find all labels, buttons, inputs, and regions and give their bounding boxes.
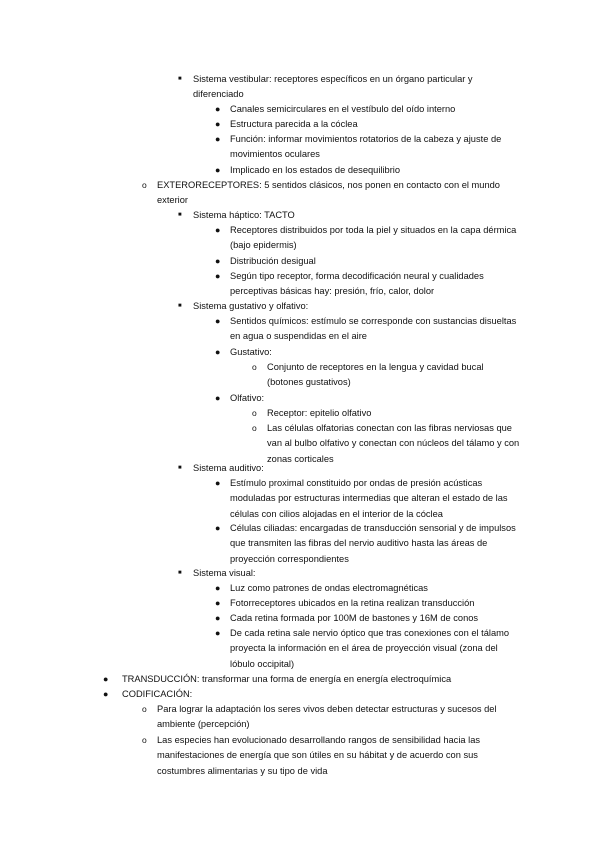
- list-item: [252, 406, 521, 421]
- list-item: [215, 391, 521, 406]
- list-item-text: Las especies han evolucionado desarrollando rangos de sensibilidad hacia las manifestaciones de energía que son útiles en su hábitat y de acuerdo con sus costumbres alimentarias y su tipo de vida: [157, 735, 481, 776]
- list-bullet-icon: o: [142, 704, 147, 714]
- list-item-text: Conjunto de receptores en la lengua y cavidad bucal (botones gustativos): [267, 362, 484, 388]
- list-item-text: Cada retina formada por 100M de bastones y 16M de conos: [230, 613, 479, 623]
- list-item-text: Estructura parecida a la cóclea: [230, 119, 358, 129]
- list-item-text: Sistema vestibular: receptores específicos en un órgano particular y diferenciado: [193, 74, 473, 100]
- list-bullet-icon: ●: [215, 256, 221, 266]
- list-bullet-icon: ●: [215, 613, 221, 623]
- list-item-text: Luz como patrones de ondas electromagnéticas: [230, 583, 428, 593]
- list-bullet-icon: ●: [215, 225, 221, 235]
- list-item-text: EXTERORECEPTORES: 5 sentidos clásicos, nos ponen en contacto con el mundo exterior: [157, 180, 500, 206]
- list-item-text: Receptores distribuidos por toda la piel y situados en la capa dérmica (bajo epidermis): [230, 225, 517, 251]
- list-bullet-icon: ●: [215, 316, 221, 326]
- list-bullet-icon: ■: [178, 570, 182, 576]
- list-item: [215, 314, 521, 345]
- list-item-text: Sistema auditivo:: [193, 463, 264, 473]
- list-item: [178, 299, 521, 314]
- list-item-text: Células ciliadas: encargadas de transducción sensorial y de impulsos que transmiten las fibras del nervio auditivo hasta las áreas de proyección correspondientes: [230, 523, 516, 564]
- list-item: [252, 421, 521, 467]
- list-item: [215, 269, 521, 300]
- list-item-text: Sistema visual:: [193, 568, 256, 578]
- list-item: [215, 596, 521, 611]
- list-item: [215, 102, 521, 117]
- list-item: [215, 611, 521, 626]
- list-bullet-icon: o: [252, 362, 257, 372]
- list-item-text: Para lograr la adaptación los seres vivos deben detectar estructuras y sucesos del ambiente (percepción): [157, 704, 497, 730]
- list-item-text: Receptor: epitelio olfativo: [267, 408, 372, 418]
- list-bullet-icon: ●: [215, 393, 221, 403]
- list-bullet-icon: o: [252, 408, 257, 418]
- list-item-text: Sistema gustativo y olfativo:: [193, 301, 309, 311]
- list-item: [178, 208, 521, 223]
- list-bullet-icon: ●: [103, 674, 109, 684]
- list-item: [142, 178, 521, 209]
- list-item-text: Función: informar movimientos rotatorios de la cabeza y ajuste de movimientos oculares: [230, 134, 502, 160]
- list-item-text: De cada retina sale nervio óptico que tras conexiones con el tálamo proyecta la información en el área de proyección visual (zona del lóbulo occipital): [230, 628, 510, 669]
- list-item: [178, 461, 521, 476]
- list-bullet-icon: ●: [215, 134, 221, 144]
- list-item: [215, 581, 521, 596]
- list-item: [215, 163, 521, 178]
- list-item: [103, 687, 521, 702]
- list-bullet-icon: ■: [178, 465, 182, 471]
- list-item-text: Canales semicirculares en el vestíbulo del oído interno: [230, 104, 456, 114]
- list-item: [215, 223, 521, 254]
- list-bullet-icon: ■: [178, 212, 182, 218]
- list-bullet-icon: o: [252, 423, 257, 433]
- list-item-text: CODIFICACIÓN:: [122, 689, 193, 699]
- list-item: [215, 254, 521, 269]
- list-item: [252, 360, 521, 391]
- list-item-text: Fotorreceptores ubicados en la retina realizan transducción: [230, 598, 475, 608]
- list-bullet-icon: ■: [178, 303, 182, 309]
- list-item: [215, 132, 521, 163]
- list-item: [178, 566, 521, 581]
- list-bullet-icon: ●: [215, 119, 221, 129]
- list-item-text: Olfativo:: [230, 393, 265, 403]
- list-bullet-icon: ●: [215, 271, 221, 281]
- list-item: [142, 702, 521, 733]
- list-item: [215, 476, 521, 522]
- list-item-text: Según tipo receptor, forma decodificación neural y cualidades perceptivas básicas hay: presión, frío, calor, dolor: [230, 271, 484, 297]
- list-item-text: TRANSDUCCIÓN: transformar una forma de energía en energía electroquímica: [122, 674, 452, 684]
- list-item-text: Las células olfatorias conectan con las fibras nerviosas que van al bulbo olfativo y conectan con núcleos del tálamo y con zonas corticales: [267, 423, 520, 464]
- list-item: [215, 117, 521, 132]
- list-bullet-icon: ●: [215, 628, 221, 638]
- list-item-text: Implicado en los estados de desequilibrio: [230, 165, 401, 175]
- list-bullet-icon: o: [142, 735, 147, 745]
- list-item-text: Gustativo:: [230, 347, 272, 357]
- list-item-text: Distribución desigual: [230, 256, 316, 266]
- list-item: [178, 72, 521, 103]
- list-item: [142, 733, 521, 779]
- list-item: [215, 626, 521, 672]
- list-item: [103, 672, 521, 687]
- list-bullet-icon: ●: [215, 104, 221, 114]
- list-bullet-icon: ●: [215, 347, 221, 357]
- list-item-text: Sentidos químicos: estímulo se corresponde con sustancias disueltas en agua o suspendidas en el aire: [230, 316, 517, 342]
- list-bullet-icon: ●: [103, 689, 109, 699]
- list-item-text: Sistema háptico: TACTO: [193, 210, 295, 220]
- list-bullet-icon: ●: [215, 165, 221, 175]
- list-bullet-icon: ●: [215, 583, 221, 593]
- list-bullet-icon: ●: [215, 598, 221, 608]
- list-item: [215, 345, 521, 360]
- list-bullet-icon: ■: [178, 76, 182, 82]
- list-bullet-icon: ●: [215, 478, 221, 488]
- list-bullet-icon: o: [142, 180, 147, 190]
- list-bullet-icon: ●: [215, 523, 221, 533]
- list-item-text: Estímulo proximal constituido por ondas de presión acústicas moduladas por estructuras intermedias que alteran el estado de las células con cilios alojadas en el interior de la cóclea: [230, 478, 508, 519]
- list-item: [215, 521, 521, 567]
